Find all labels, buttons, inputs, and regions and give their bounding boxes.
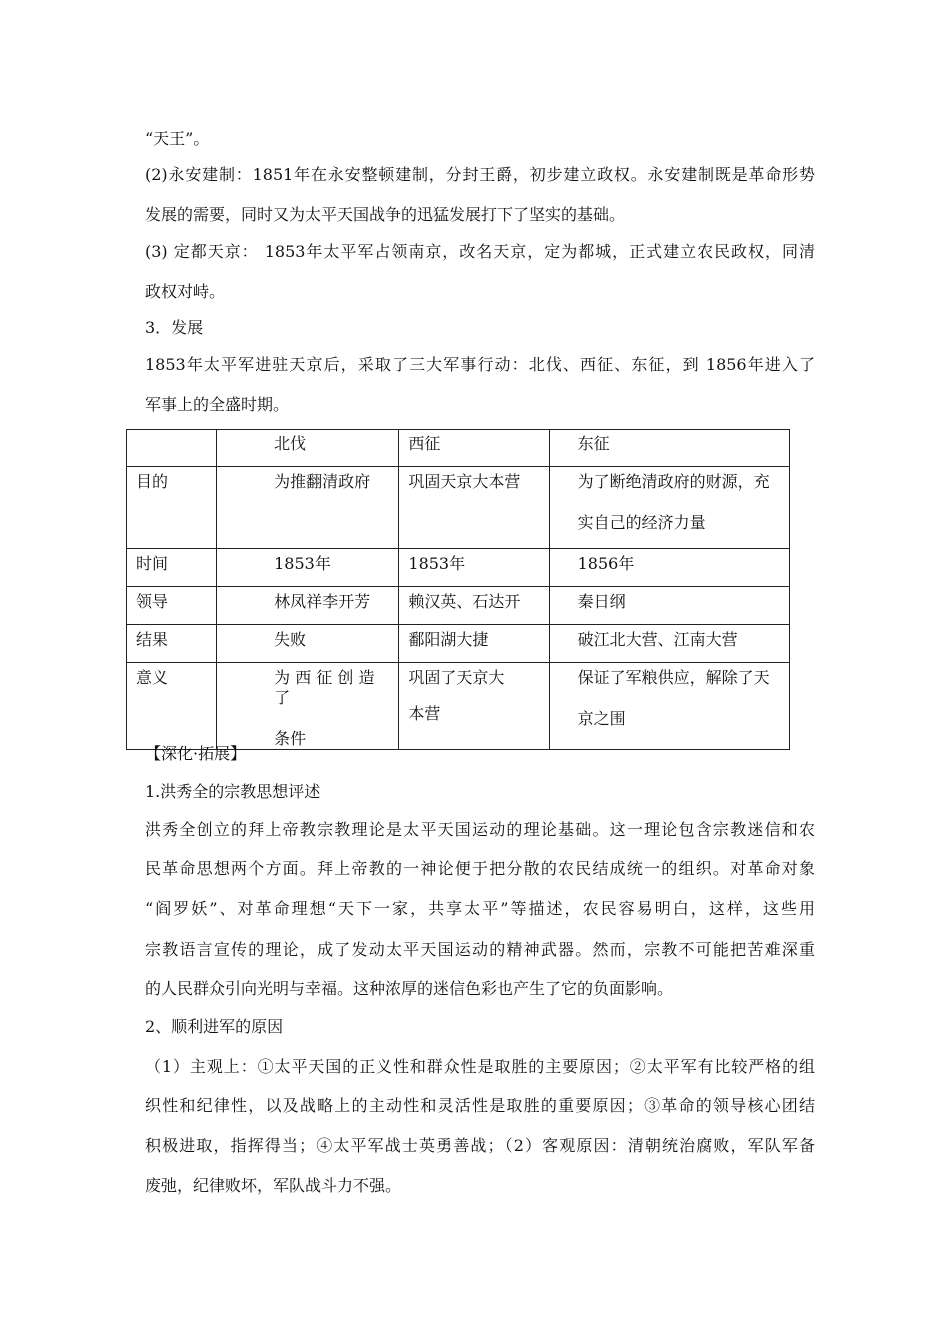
table-header-cell: 北伐 (217, 430, 399, 467)
table-row (127, 467, 790, 549)
table-header-row (127, 430, 790, 467)
table-cell: 为推翻清政府 (217, 467, 399, 549)
section-heading-development: 3．发展 (145, 318, 204, 337)
section-heading-religious-thought: 1.洪秀全的宗教思想评述 (145, 782, 321, 801)
text-line-yongan-1: (2)永安建制：1851年在永安整顿建制，分封王爵，初步建立政权。永安建制既是革命形势 (145, 165, 815, 184)
table-cell: 失败 (217, 625, 399, 663)
table-header-cell (127, 430, 217, 467)
table-header-cell: 西征 (399, 430, 549, 467)
table-cell: 林凤祥李开芳 (217, 587, 399, 625)
text-line-tianjing-1: (3) 定都天京： 1853年太平军占领南京，改名天京，定为都城，正式建立农民政权，同清 (145, 242, 815, 261)
table-row (127, 625, 790, 663)
table-row-label: 结果 (127, 625, 217, 663)
table-cell: 保证了军粮供应，解除了天 京之围 (549, 663, 789, 750)
table-row (127, 663, 790, 750)
text-line-development-1: 1853年太平军进驻天京后，采取了三大军事行动：北伐、西征、东征，到 1856年进入了 (145, 355, 815, 374)
text-line-reasons-1: （1）主观上：①太平天国的正义性和群众性是取胜的主要原因；②太平军有比较严格的组 (145, 1057, 815, 1076)
text-line-reasons-4: 废弛，纪律败坏，军队战斗力不强。 (145, 1176, 402, 1195)
text-line-tianwang: “天王”。 (145, 129, 210, 148)
table-cell: 巩固天京大本营 (399, 467, 549, 549)
table-cell: 1856年 (549, 549, 789, 587)
table-header-cell: 东征 (549, 430, 789, 467)
table-row (127, 549, 790, 587)
table-row-label: 领导 (127, 587, 217, 625)
text-line-religion-4: 宗教语言宣传的理论，成了发动太平天国运动的精神武器。然而，宗教不可能把苦难深重 (145, 940, 815, 959)
table-cell: 为了断绝清政府的财源，充 实自己的经济力量 (549, 467, 789, 549)
text-line-religion-5: 的人民群众引向光明与幸福。这种浓厚的迷信色彩也产生了它的负面影响。 (145, 979, 674, 998)
text-line-development-2: 军事上的全盛时期。 (145, 395, 290, 414)
text-line-religion-1: 洪秀全创立的拜上帝教宗教理论是太平天国运动的理论基础。这一理论包含宗教迷信和农 (145, 820, 815, 839)
table-cell: 破江北大营、江南大营 (549, 625, 789, 663)
table-cell: 巩固了天京大 本营 (399, 663, 549, 750)
table-cell: 赖汉英、石达开 (399, 587, 549, 625)
table-row-label: 时间 (127, 549, 217, 587)
table-cell: 鄱阳湖大捷 (399, 625, 549, 663)
campaign-comparison-table (126, 429, 790, 750)
table-cell: 1853年 (217, 549, 399, 587)
section-heading-deepen-expand: 【深化·拓展】 (145, 744, 247, 763)
table-cell: 为 西 征 创 造 了 条件 (217, 663, 399, 750)
table-row-label: 意义 (127, 663, 217, 750)
section-heading-advance-reasons: 2、顺利进军的原因 (145, 1017, 284, 1036)
text-line-reasons-3: 积极进取，指挥得当；④太平军战士英勇善战；（2）客观原因：清朝统治腐败，军队军备 (145, 1136, 815, 1155)
text-line-religion-3: “阎罗妖”、对革命理想“天下一家，共享太平”等描述，农民容易明白，这样，这些用 (145, 899, 815, 918)
table-cell: 秦日纲 (549, 587, 789, 625)
table-row-label: 目的 (127, 467, 217, 549)
text-line-tianjing-2: 政权对峙。 (145, 282, 226, 301)
table-cell: 1853年 (399, 549, 549, 587)
text-line-reasons-2: 织性和纪律性，以及战略上的主动性和灵活性是取胜的重要原因；③革命的领导核心团结 (145, 1096, 815, 1115)
text-line-religion-2: 民革命思想两个方面。拜上帝教的一神论便于把分散的农民结成统一的组织。对革命对象 (145, 859, 815, 878)
text-line-yongan-2: 发展的需要，同时又为太平天国战争的迅猛发展打下了坚实的基础。 (145, 205, 626, 224)
table-row (127, 587, 790, 625)
